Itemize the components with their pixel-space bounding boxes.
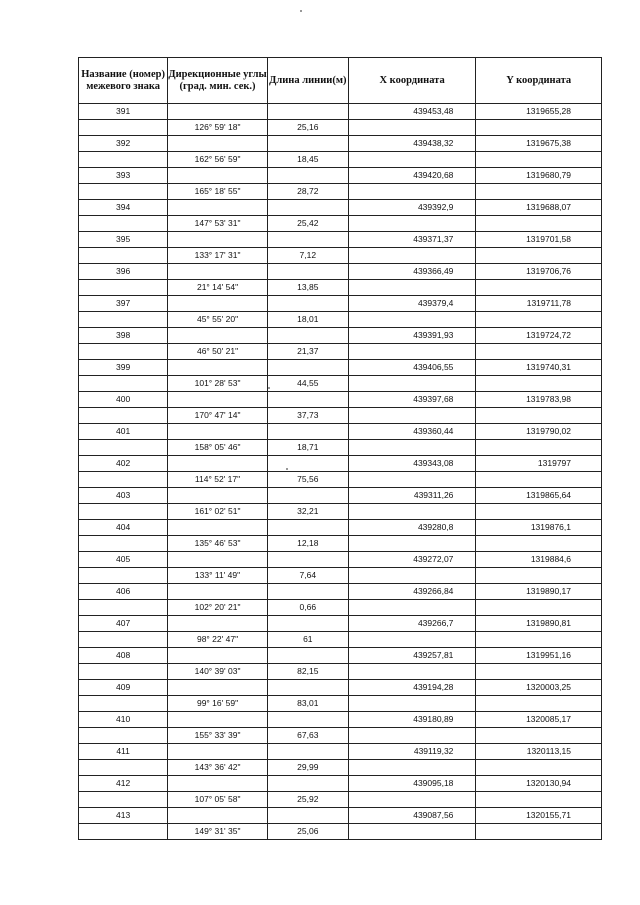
empty-cell: [79, 344, 168, 360]
segment-row: [79, 600, 602, 616]
point-number: 393: [79, 168, 168, 184]
empty-cell: [79, 792, 168, 808]
x-coordinate: 439095,18: [348, 776, 476, 792]
empty-cell: [79, 440, 168, 456]
x-coordinate: 439391,93: [348, 328, 476, 344]
x-coordinate: 439379,4: [348, 296, 476, 312]
empty-cell: [476, 632, 602, 648]
direction-angle: 21° 14' 54": [168, 280, 268, 296]
empty-cell: [348, 696, 476, 712]
empty-cell: [267, 488, 348, 504]
point-row: [79, 808, 602, 824]
x-coordinate: 439366,49: [348, 264, 476, 280]
point-number: 405: [79, 552, 168, 568]
direction-angle: 170° 47' 14": [168, 408, 268, 424]
empty-cell: [476, 344, 602, 360]
x-coordinate: 439343,08: [348, 456, 476, 472]
empty-cell: [168, 552, 268, 568]
empty-cell: [476, 536, 602, 552]
line-length: 44,55: [267, 376, 348, 392]
y-coordinate: 1319783,98: [476, 392, 602, 408]
line-length: 28,72: [267, 184, 348, 200]
point-number: 392: [79, 136, 168, 152]
header-name: Название (номер) межевого знака: [79, 58, 168, 104]
point-row: [79, 744, 602, 760]
empty-cell: [348, 760, 476, 776]
direction-angle: 101° 28' 53": [168, 376, 268, 392]
empty-cell: [168, 264, 268, 280]
empty-cell: [267, 424, 348, 440]
empty-cell: [267, 136, 348, 152]
empty-cell: [476, 792, 602, 808]
direction-angle: 45° 55' 20": [168, 312, 268, 328]
empty-cell: [79, 376, 168, 392]
empty-cell: [267, 808, 348, 824]
point-number: 398: [79, 328, 168, 344]
empty-cell: [267, 744, 348, 760]
empty-cell: [267, 552, 348, 568]
x-coordinate: 439180,89: [348, 712, 476, 728]
y-coordinate: 1319890,17: [476, 584, 602, 600]
empty-cell: [168, 392, 268, 408]
y-coordinate: 1319675,38: [476, 136, 602, 152]
direction-angle: 140° 39' 03": [168, 664, 268, 680]
line-length: 7,12: [267, 248, 348, 264]
direction-angle: 98° 22' 47": [168, 632, 268, 648]
point-row: [79, 584, 602, 600]
empty-cell: [476, 376, 602, 392]
empty-cell: [79, 408, 168, 424]
point-row: [79, 296, 602, 312]
empty-cell: [168, 744, 268, 760]
line-length: 18,01: [267, 312, 348, 328]
direction-angle: 147° 53' 31": [168, 216, 268, 232]
empty-cell: [79, 760, 168, 776]
empty-cell: [476, 760, 602, 776]
segment-row: [79, 216, 602, 232]
point-number: 399: [79, 360, 168, 376]
empty-cell: [267, 168, 348, 184]
point-row: [79, 136, 602, 152]
table-header-row: [79, 58, 602, 104]
segment-row: [79, 728, 602, 744]
direction-angle: 46° 50' 21": [168, 344, 268, 360]
empty-cell: [267, 232, 348, 248]
point-row: [79, 456, 602, 472]
point-row: [79, 328, 602, 344]
direction-angle: 99° 16' 59": [168, 696, 268, 712]
empty-cell: [168, 584, 268, 600]
point-row: [79, 520, 602, 536]
empty-cell: [267, 104, 348, 120]
empty-cell: [476, 280, 602, 296]
y-coordinate: 1319701,58: [476, 232, 602, 248]
empty-cell: [79, 632, 168, 648]
empty-cell: [79, 504, 168, 520]
empty-cell: [168, 104, 268, 120]
point-row: [79, 104, 602, 120]
line-length: 18,71: [267, 440, 348, 456]
empty-cell: [79, 216, 168, 232]
x-coordinate: 439194,28: [348, 680, 476, 696]
segment-row: [79, 664, 602, 680]
line-length: 32,21: [267, 504, 348, 520]
empty-cell: [348, 120, 476, 136]
empty-cell: [79, 664, 168, 680]
segment-row: [79, 408, 602, 424]
empty-cell: [168, 712, 268, 728]
line-length: 21,37: [267, 344, 348, 360]
empty-cell: [168, 808, 268, 824]
x-coordinate: 439272,07: [348, 552, 476, 568]
segment-row: [79, 376, 602, 392]
empty-cell: [476, 504, 602, 520]
header-length: Длина линии(м): [267, 58, 348, 104]
empty-cell: [267, 712, 348, 728]
empty-cell: [168, 200, 268, 216]
segment-row: [79, 568, 602, 584]
empty-cell: [79, 280, 168, 296]
empty-cell: [476, 664, 602, 680]
line-length: 82,15: [267, 664, 348, 680]
line-length: 25,06: [267, 824, 348, 840]
x-coordinate: 439266,7: [348, 616, 476, 632]
point-number: 409: [79, 680, 168, 696]
empty-cell: [348, 312, 476, 328]
empty-cell: [348, 568, 476, 584]
segment-row: [79, 440, 602, 456]
y-coordinate: 1319655,28: [476, 104, 602, 120]
point-number: 406: [79, 584, 168, 600]
empty-cell: [168, 296, 268, 312]
point-number: 397: [79, 296, 168, 312]
empty-cell: [348, 472, 476, 488]
point-row: [79, 680, 602, 696]
scan-speck: [300, 10, 302, 12]
empty-cell: [168, 232, 268, 248]
point-row: [79, 776, 602, 792]
segment-row: [79, 184, 602, 200]
empty-cell: [476, 184, 602, 200]
empty-cell: [476, 248, 602, 264]
empty-cell: [168, 360, 268, 376]
line-length: 7,64: [267, 568, 348, 584]
empty-cell: [267, 360, 348, 376]
empty-cell: [267, 264, 348, 280]
empty-cell: [476, 408, 602, 424]
empty-cell: [168, 776, 268, 792]
empty-cell: [476, 696, 602, 712]
empty-cell: [79, 248, 168, 264]
y-coordinate: 1319680,79: [476, 168, 602, 184]
x-coordinate: 439397,68: [348, 392, 476, 408]
point-number: 407: [79, 616, 168, 632]
direction-angle: 107° 05' 58": [168, 792, 268, 808]
direction-angle: 158° 05' 46": [168, 440, 268, 456]
x-coordinate: 439420,68: [348, 168, 476, 184]
empty-cell: [267, 520, 348, 536]
line-length: 25,16: [267, 120, 348, 136]
empty-cell: [168, 680, 268, 696]
point-number: 401: [79, 424, 168, 440]
empty-cell: [79, 312, 168, 328]
empty-cell: [267, 648, 348, 664]
point-row: [79, 712, 602, 728]
empty-cell: [476, 824, 602, 840]
empty-cell: [168, 424, 268, 440]
segment-row: [79, 824, 602, 840]
x-coordinate: 439119,32: [348, 744, 476, 760]
point-row: [79, 648, 602, 664]
y-coordinate: 1319876,1: [476, 520, 602, 536]
point-number: 395: [79, 232, 168, 248]
point-number: 394: [79, 200, 168, 216]
y-coordinate: 1319790,02: [476, 424, 602, 440]
header-y: Y координата: [476, 58, 602, 104]
direction-angle: 114° 52' 17": [168, 472, 268, 488]
empty-cell: [79, 120, 168, 136]
empty-cell: [348, 184, 476, 200]
empty-cell: [267, 584, 348, 600]
empty-cell: [79, 184, 168, 200]
segment-row: [79, 152, 602, 168]
line-length: 29,99: [267, 760, 348, 776]
x-coordinate: 439360,44: [348, 424, 476, 440]
empty-cell: [348, 216, 476, 232]
empty-cell: [348, 600, 476, 616]
empty-cell: [79, 824, 168, 840]
empty-cell: [476, 440, 602, 456]
empty-cell: [476, 472, 602, 488]
empty-cell: [348, 344, 476, 360]
empty-cell: [476, 216, 602, 232]
y-coordinate: 1319865,64: [476, 488, 602, 504]
empty-cell: [168, 136, 268, 152]
y-coordinate: 1319951,16: [476, 648, 602, 664]
x-coordinate: 439280,8: [348, 520, 476, 536]
empty-cell: [476, 312, 602, 328]
direction-angle: 162° 56' 59": [168, 152, 268, 168]
line-length: 25,92: [267, 792, 348, 808]
x-coordinate: 439406,55: [348, 360, 476, 376]
point-number: 404: [79, 520, 168, 536]
empty-cell: [267, 680, 348, 696]
y-coordinate: 1319740,31: [476, 360, 602, 376]
empty-cell: [476, 120, 602, 136]
empty-cell: [348, 792, 476, 808]
line-length: 18,45: [267, 152, 348, 168]
segment-row: [79, 248, 602, 264]
empty-cell: [267, 456, 348, 472]
point-number: 402: [79, 456, 168, 472]
direction-angle: 133° 17' 31": [168, 248, 268, 264]
point-row: [79, 232, 602, 248]
empty-cell: [79, 152, 168, 168]
y-coordinate: 1319706,76: [476, 264, 602, 280]
empty-cell: [348, 408, 476, 424]
direction-angle: 126° 59' 18": [168, 120, 268, 136]
line-length: 0,66: [267, 600, 348, 616]
point-number: 396: [79, 264, 168, 280]
segment-row: [79, 696, 602, 712]
segment-row: [79, 344, 602, 360]
y-coordinate: 1319711,78: [476, 296, 602, 312]
point-row: [79, 360, 602, 376]
y-coordinate: 1319688,07: [476, 200, 602, 216]
direction-angle: 149° 31' 35": [168, 824, 268, 840]
empty-cell: [348, 280, 476, 296]
empty-cell: [168, 456, 268, 472]
line-length: 61: [267, 632, 348, 648]
point-row: [79, 168, 602, 184]
empty-cell: [267, 392, 348, 408]
empty-cell: [267, 616, 348, 632]
point-number: 391: [79, 104, 168, 120]
x-coordinate: 439392,9: [348, 200, 476, 216]
segment-row: [79, 472, 602, 488]
empty-cell: [348, 536, 476, 552]
direction-angle: 165° 18' 55": [168, 184, 268, 200]
x-coordinate: 439257,81: [348, 648, 476, 664]
line-length: 37,73: [267, 408, 348, 424]
boundary-coordinates-table: [78, 57, 602, 840]
x-coordinate: 439266,84: [348, 584, 476, 600]
y-coordinate: 1319890,81: [476, 616, 602, 632]
empty-cell: [79, 728, 168, 744]
line-length: 13,85: [267, 280, 348, 296]
segment-row: [79, 792, 602, 808]
segment-row: [79, 280, 602, 296]
direction-angle: 102° 20' 21": [168, 600, 268, 616]
point-row: [79, 392, 602, 408]
segment-row: [79, 120, 602, 136]
x-coordinate: 439311,26: [348, 488, 476, 504]
empty-cell: [348, 504, 476, 520]
empty-cell: [267, 328, 348, 344]
empty-cell: [168, 520, 268, 536]
point-row: [79, 552, 602, 568]
empty-cell: [348, 440, 476, 456]
segment-row: [79, 536, 602, 552]
point-row: [79, 264, 602, 280]
empty-cell: [168, 648, 268, 664]
point-number: 403: [79, 488, 168, 504]
empty-cell: [168, 616, 268, 632]
header-x: X координата: [348, 58, 476, 104]
empty-cell: [476, 568, 602, 584]
x-coordinate: 439438,32: [348, 136, 476, 152]
empty-cell: [79, 568, 168, 584]
point-number: 413: [79, 808, 168, 824]
line-length: 12,18: [267, 536, 348, 552]
empty-cell: [476, 728, 602, 744]
point-row: [79, 200, 602, 216]
point-number: 408: [79, 648, 168, 664]
header-angles: Дирекционные углы (град. мин. сек.): [168, 58, 268, 104]
x-coordinate: 439087,56: [348, 808, 476, 824]
direction-angle: 143° 36' 42": [168, 760, 268, 776]
empty-cell: [348, 248, 476, 264]
y-coordinate: 1320003,25: [476, 680, 602, 696]
line-length: 75,56: [267, 472, 348, 488]
empty-cell: [168, 168, 268, 184]
empty-cell: [348, 728, 476, 744]
y-coordinate: 1319884,6: [476, 552, 602, 568]
empty-cell: [348, 632, 476, 648]
direction-angle: 133° 11' 49": [168, 568, 268, 584]
empty-cell: [168, 488, 268, 504]
point-number: 411: [79, 744, 168, 760]
empty-cell: [476, 152, 602, 168]
line-length: 83,01: [267, 696, 348, 712]
direction-angle: 135° 46' 53": [168, 536, 268, 552]
line-length: 67,63: [267, 728, 348, 744]
segment-row: [79, 312, 602, 328]
empty-cell: [348, 824, 476, 840]
point-number: 410: [79, 712, 168, 728]
direction-angle: 155° 33' 39": [168, 728, 268, 744]
y-coordinate: 1320085,17: [476, 712, 602, 728]
empty-cell: [79, 696, 168, 712]
y-coordinate: 1319724,72: [476, 328, 602, 344]
table-body: [79, 104, 602, 840]
point-row: [79, 616, 602, 632]
y-coordinate: 1320130,94: [476, 776, 602, 792]
empty-cell: [79, 472, 168, 488]
point-number: 412: [79, 776, 168, 792]
point-row: [79, 488, 602, 504]
empty-cell: [267, 200, 348, 216]
empty-cell: [267, 296, 348, 312]
empty-cell: [348, 664, 476, 680]
segment-row: [79, 632, 602, 648]
empty-cell: [348, 376, 476, 392]
y-coordinate: 1320113,15: [476, 744, 602, 760]
empty-cell: [168, 328, 268, 344]
direction-angle: 161° 02' 51": [168, 504, 268, 520]
empty-cell: [267, 776, 348, 792]
empty-cell: [348, 152, 476, 168]
y-coordinate: 1320155,71: [476, 808, 602, 824]
point-number: 400: [79, 392, 168, 408]
y-coordinate: 1319797: [476, 456, 602, 472]
empty-cell: [79, 600, 168, 616]
empty-cell: [476, 600, 602, 616]
x-coordinate: 439371,37: [348, 232, 476, 248]
x-coordinate: 439453,48: [348, 104, 476, 120]
segment-row: [79, 504, 602, 520]
empty-cell: [79, 536, 168, 552]
point-row: [79, 424, 602, 440]
segment-row: [79, 760, 602, 776]
line-length: 25,42: [267, 216, 348, 232]
